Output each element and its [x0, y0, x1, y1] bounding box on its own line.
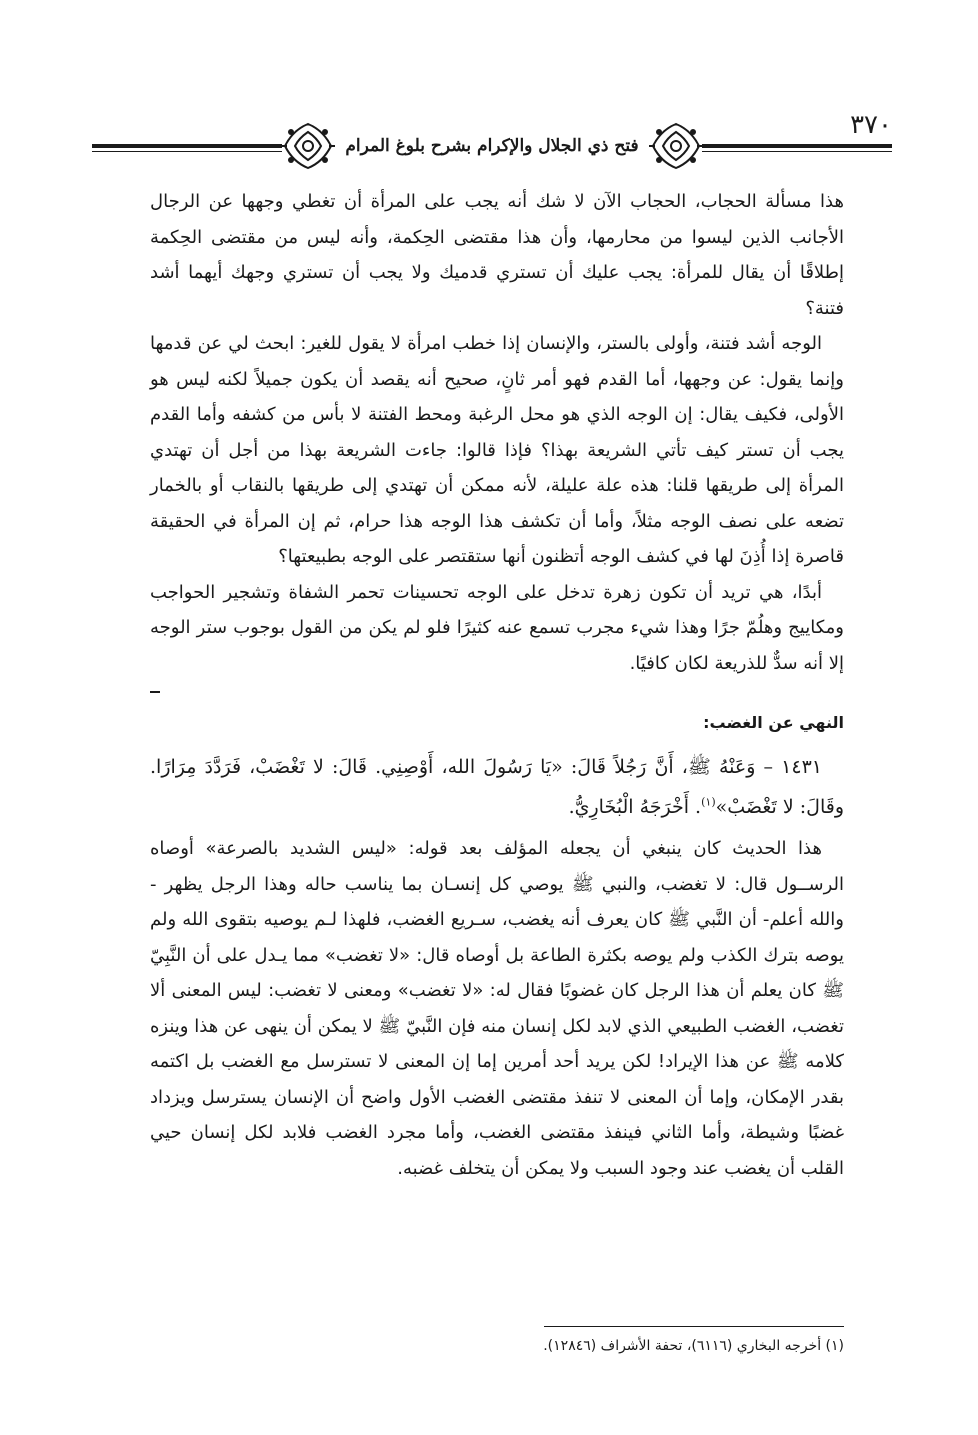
book-title: فتح ذي الجلال والإكرام بشرح بلوغ المرام: [345, 136, 639, 156]
running-header: [92, 108, 892, 180]
margin-dash: [150, 681, 844, 709]
hadith-source: . أَخْرَجَهُ الْبُخَارِيُّ.: [568, 796, 702, 818]
section-heading: النهي عن الغضب:: [703, 713, 844, 732]
main-text: [150, 184, 844, 1186]
footnote-separator: [544, 1326, 844, 1327]
paragraph: هذا الحديث كان ينبغي أن يجعله المؤلف بعد قوله: «ليس الشديد بالصرعة» أوصاه الرســول قال: لا تغضب، والنبي ﷺ يوصي كل إنسـان بما يناسب حاله وهذا الرجل يظهر - والله أعلم- أن النَّبي ﷺ كان يعرف أنه يغضب، سـريع الغضب، فلهذا لـم يوصيه بتقوى الله ولم يوصه بترك الكذب ولم يوصه بكثرة الطاعة بل أوصاه قال: «لا تغضب» مما يـدل على أن النَّبِيّ ﷺ كان يعلم أن هذا الرجل كان غضوبًا فقال له: «لا تغضب» ومعنى لا تغضب: ليس المعنى ألا تغضب، الغضب الطبيعي الذي لابد لكل إنسان منه فإن النَّبيّ ﷺ لا يمكن أن ينهى عن هذا وينزه كلامه ﷺ عن هذا الإيراد! لكن يريد أحد أمرين إما إن المعنى لا تسترسل مع الغضب بل اكتمه بقدر الإمكان، وإما أن المعنى لا تنفذ مقتضى الغضب الأول واضح أن الإنسان يسترسل ويزداد غضبًا وشيطة، وأما الثاني فينفذ مقتضى الغضب، وأما مجرد الغضب فلابد لكل إنسان حيي القلب أن يغضب عند وجود السبب ولا يمكن أن يتخلف غضبه.: [150, 838, 844, 1179]
page-number: ٣٧٠: [850, 110, 892, 140]
title-cartouche: [282, 124, 702, 168]
paragraph: هذا مسألة الحجاب، الحجاب الآن لا شك أنه يجب على المرأة أن تغطي وجهها عن الرجال الأجانب الذين ليسوا من محارمها، وأن هذا مقتضى الحِكمة، وأنه ليس من مقتضى الحِكمة إطلاقًا أن يقال للمرأة: يجب عليك أن تستري قدميك ولا يجب أن تستري وجهك أيهما أشد فتنة؟: [150, 191, 844, 319]
paragraph: أبدًا، هي تريد أن تكون زهرة تدخل على الوجه تحسينات تحمر الشفاة وتشجير الحواجب ومكاييج وهلُمّ جرًا وهذا شيء مجرب تسمع عنه كثيرًا فلو لم يكن من القول بوجوب ستر الوجه إلا أنه سدٌّ للذريعة لكان كافيًا.: [150, 581, 844, 674]
footnote-reference[interactable]: (١): [701, 795, 716, 809]
left-ornament-icon: [279, 120, 337, 172]
hadith-block: [150, 747, 844, 827]
paragraph: الوجه أشد فتنة، وأولى بالستر، والإنسان إذا خطب امرأة لا يقول للغير: ابحث لي عن قدمها وإنما يقول: عن وجهها، أما القدم فهو أمر ثانٍ، صحيح أنه يقصد أن يكون جميلاً لكنه ليس هو الأولى، فكيف يقال: إن الوجه الذي هو محل الرغبة ومحط الفتنة لا بأس من كشفه وأما القدم يجب أن تستر كيف تأتي الشريعة بهذا؟ فإذا قالوا: جاءت الشريعة بهذا من أجل أن تهتدي المرأة إلى طريقها قلنا: هذه علة عليلة، لأنه ممكن أن تهتدي إلى طريقها بالنقاب أو بالخمار تضعه على نصف الوجه مثلاً، وأما أن تكشف هذا الوجه هذا حرام، ثم إن المرأة في الحقيقة قاصرة إذا أُذِنَ لها في كشف الوجه أتظنون أنها ستقتصر على الوجه بطبيعتها؟: [150, 333, 844, 567]
right-ornament-icon: [647, 120, 705, 172]
footnote: (١) أخرجه البخاري (٦١١٦)، تحفة الأشراف (١٢٨٤٦).: [543, 1338, 844, 1354]
hadith-text: ١٤٣١ – وَعَنْهُ ﷺ، أَنَّ رَجُلاً قَالَ: «يَا رَسُولَ الله، أَوْصِنِي. قَالَ: لا تَغْضَبْ، فَرَدَّدَ مِرَارًا. وقَالَ: لا تَغْضَبْ»: [150, 756, 844, 818]
